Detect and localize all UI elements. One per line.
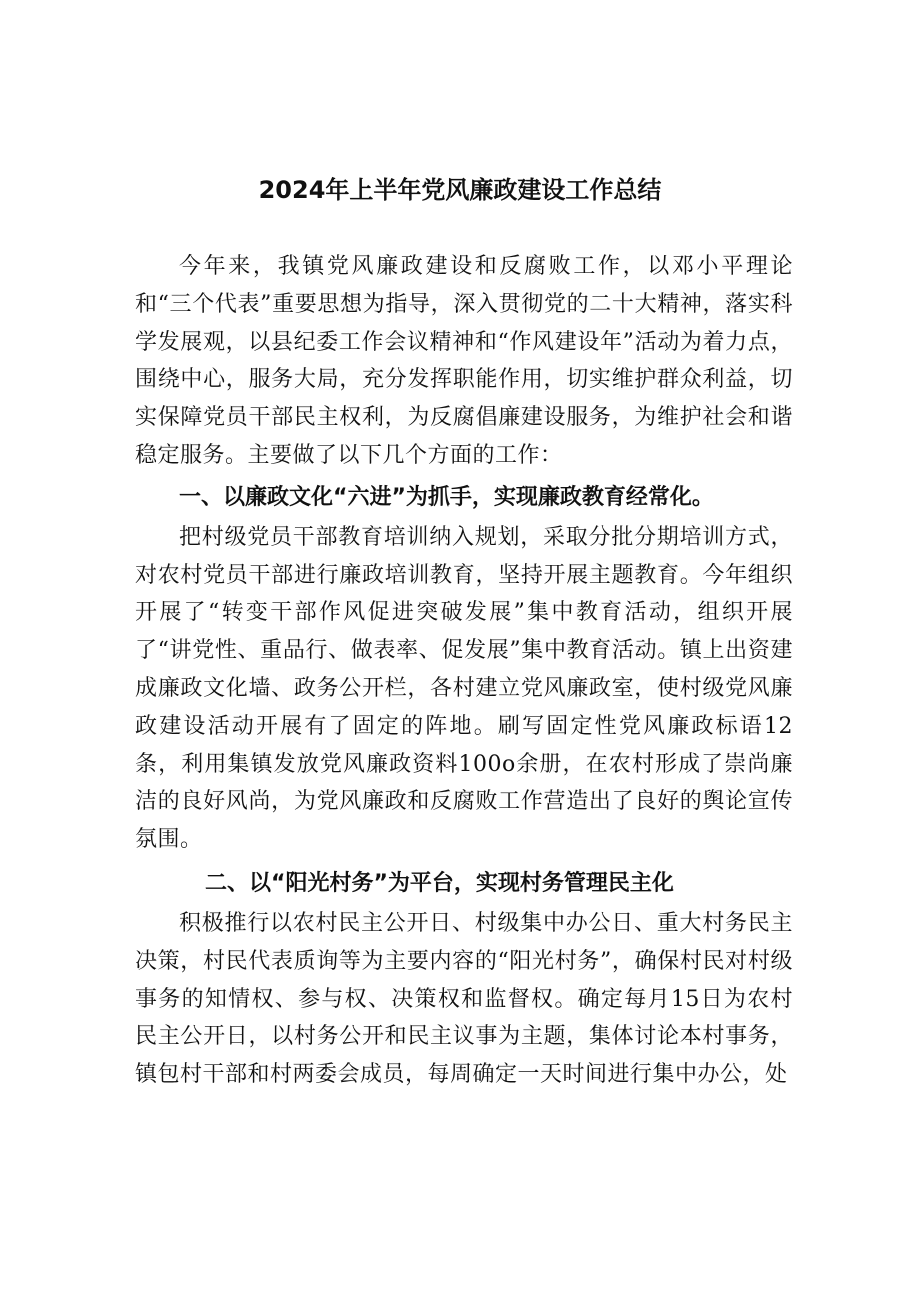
intro-paragraph: 今年来，我镇党风廉政建设和反腐败工作，以邓小平理论和“三个代表”重要思想为指导，深入贯彻党的二十大精神，落实科学发展观，以县纪委工作会议精神和“作风建设年”活动为着力点，围绕中心，服务大局，充分发挥职能作用，切实维护群众利益，切实保障党员干部民主权利，为反腐倡廉建设服务，为维护社会和谐稳定服务。主要做了以下几个方面的工作： xyxy=(135,254,793,468)
document-title: 2024年上半年党风廉政建设工作总结 xyxy=(258,176,662,204)
document-body xyxy=(135,248,793,1094)
section-2-paragraph: 积极推行以农村民主公开日、村级集中办公日、重大村务民主决策，村民代表质询等为主要内容的“阳光村务”，确保村民对村级事务的知情权、参与权、决策权和监督权。确定每月15日为农村民主公开日，以村务公开和民主议事为主题，集体讨论本村事务，镇包村干部和村两委会成员，每周确定一天时间进行集中办公，处 xyxy=(135,910,793,1088)
section-2-heading: 二、以“阳光村务”为平台，实现村务管理民主化 xyxy=(205,870,674,896)
section-1-paragraph: 把村级党员干部教育培训纳入规划，采取分批分期培训方式，对农村党员干部进行廉政培训教育，坚持开展主题教育。今年组织开展了“转变干部作风促进突破发展”集中教育活动，组织开展了“讲党性、重品行、做表率、促发展”集中教育活动。镇上出资建成廉政文化墙、政务公开栏，各村建立党风廉政室，使村级党风廉政建设活动开展有了固定的阵地。刷写固定性党风廉政标语12条，利用集镇发放党风廉政资料100o余册，在农村形成了崇尚廉洁的良好风尚，为党风廉政和反腐败工作营造出了良好的舆论宣传氛围。 xyxy=(135,524,793,853)
section-1-heading: 一、以廉政文化“六进”为抓手，实现廉政教育经常化。 xyxy=(179,484,714,510)
